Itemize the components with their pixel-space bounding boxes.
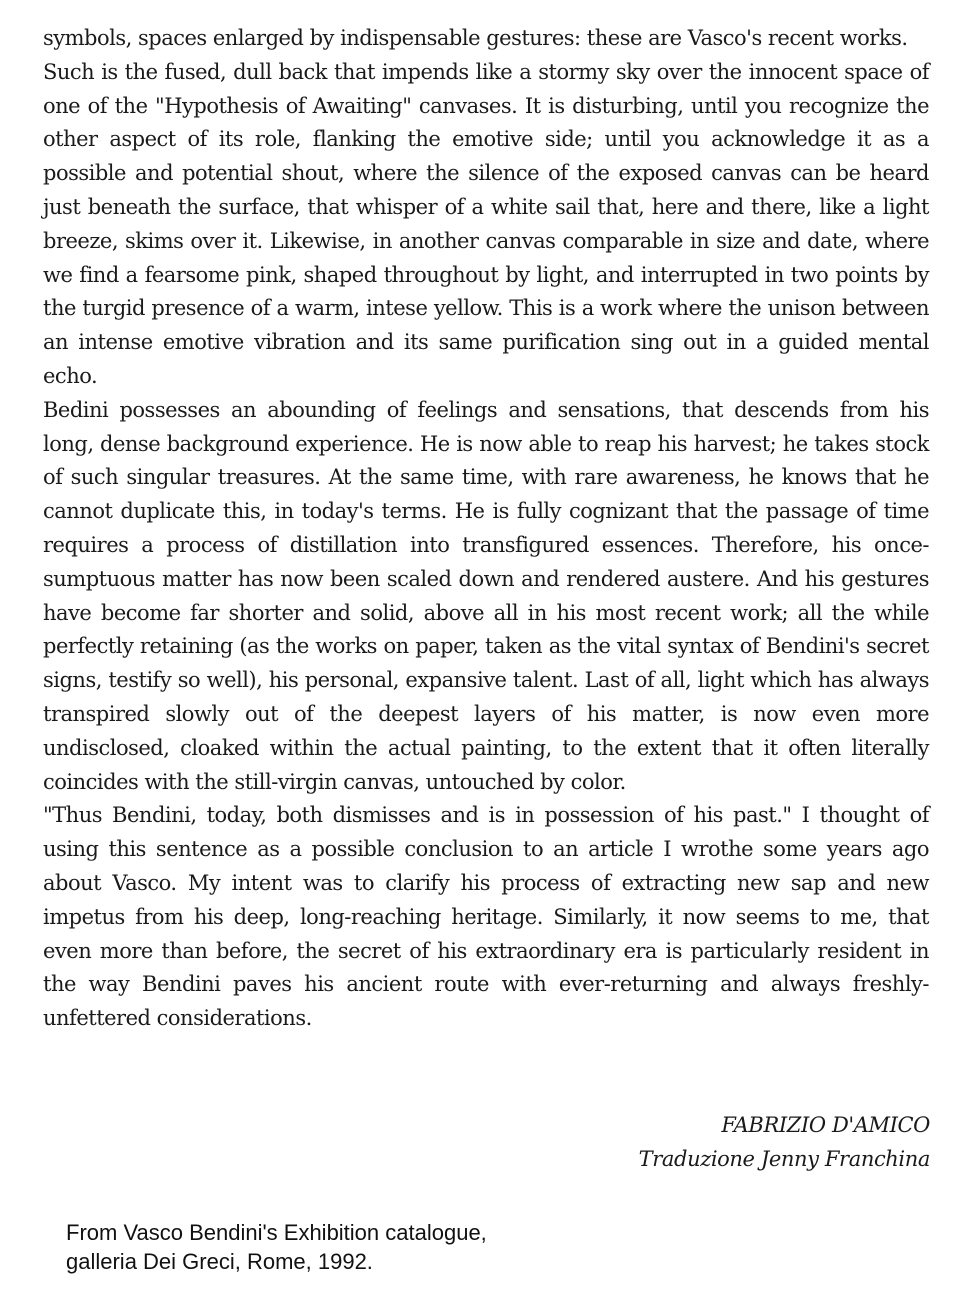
paragraph-3: Bedini possesses an abounding of feelings and sensations, that descends from his long, dense background experience. He is now able to reap his harvest; he takes stock of such singular treasures. At the same time, with rare awareness, he knows that he cannot duplicate this, in today's terms. He is fully cognizant that the passage of time requires a process of distillation into transfigured essences. Therefore, his once-sumptuous matter has now been scaled down and rendered austere. And his gestures have become far shorter and solid, above all in his most recent work; all the while perfectly retaining (as the works on paper, taken as the vital syntax of Bendini's secret signs, testify so well), his personal, expansive talent. Last of all, light which has always transpired slowly out of the deepest layers of his matter, is now even more undisclosed, cloaked within the actual painting, to the extent that it often literally coincides with the still-virgin canvas, untouched by color.: [43, 397, 929, 794]
author-name: FABRIZIO D'AMICO: [721, 1113, 930, 1137]
translator-credit: Traduzione Jenny Franchina: [638, 1147, 930, 1171]
source-line-2: galleria Dei Greci, Rome, 1992.: [66, 1249, 373, 1274]
paragraph-1: symbols, spaces enlarged by indispensable gestures: these are Vasco's recent works.: [43, 26, 908, 50]
source-line-1: From Vasco Bendini's Exhibition catalogue,: [66, 1220, 487, 1245]
article-body: [43, 22, 929, 1036]
source-note: [66, 1218, 487, 1276]
signature-block: [639, 1108, 930, 1176]
paragraph-2: Such is the fused, dull back that impends like a stormy sky over the innocent space of one of the "Hypothesis of Awaiting" canvases. It is disturbing, until you recognize the other aspect of its role, flanking the emotive side; until you acknowledge it as a possible and potential shout, where the silence of the exposed canvas can be heard just beneath the surface, that whisper of a white sail that, here and there, like a light breeze, skims over it. Likewise, in another canvas comparable in size and date, where we find a fearsome pink, shaped throughout by light, and interrupted in two points by the turgid presence of a warm, intese yellow. This is a work where the unison between an intense emotive vibration and its same purification sing out in a guided mental echo.: [43, 59, 929, 388]
paragraph-4: "Thus Bendini, today, both dismisses and is in possession of his past." I thought of using this sentence as a possible conclusion to an article I wrothe some years ago about Vasco. My intent was to clarify his process of extracting new sap and new impetus from his deep, long-reaching heritage. Similarly, it now seems to me, that even more than before, the secret of his extraordinary era is particularly resident in the way Bendini paves his ancient route with ever-returning and always freshly-unfettered considerations.: [43, 803, 929, 1031]
